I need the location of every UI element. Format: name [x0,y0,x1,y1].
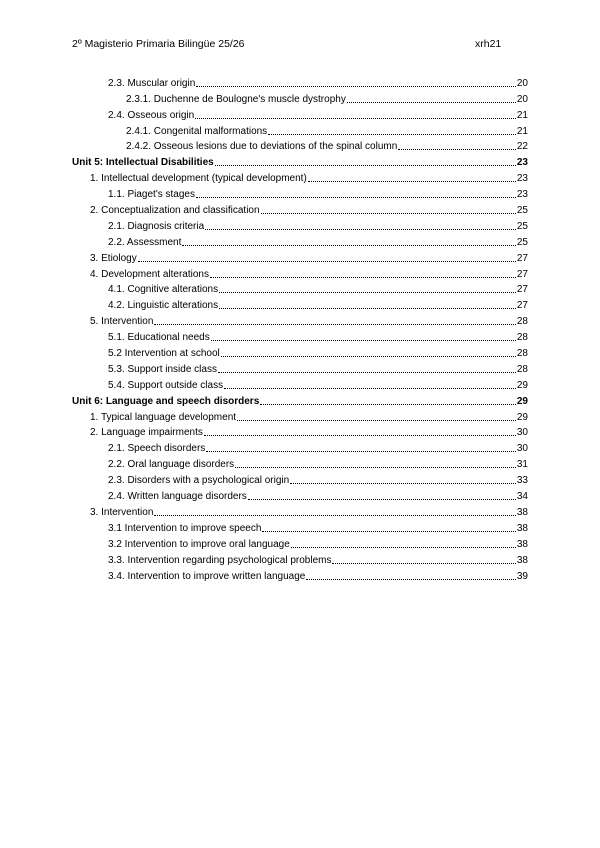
toc-entry-title: 5. Intervention [90,316,154,328]
toc-page-number: 29 [516,395,528,407]
toc-entry[interactable] [72,360,528,376]
toc-entry-title: 2.4. Osseous origin [108,109,195,121]
toc-dot-leader [261,213,516,214]
toc-unit-heading[interactable] [72,392,528,408]
toc-dot-leader [306,579,516,580]
toc-page-number: 33 [516,475,528,487]
toc-entry[interactable] [72,344,528,360]
toc-entry-title: 2.3. Muscular origin [108,77,196,89]
toc-entry-title: 1.1. Piaget's stages [108,189,195,201]
toc-dot-leader [308,181,516,182]
toc-entry-title: 1. Typical language development [90,411,237,423]
toc-entry-title: 4.1. Cognitive alterations [108,284,219,296]
toc-entry-title: 3. Intervention [90,506,154,518]
toc-entry-title: 5.2 Intervention at school [108,348,220,360]
toc-entry[interactable] [72,376,528,392]
toc-dot-leader [196,86,516,87]
toc-dot-leader [182,245,516,246]
toc-dot-leader [154,324,516,325]
toc-entry[interactable] [72,185,528,201]
toc-entry[interactable] [72,439,528,455]
toc-page-number: 38 [516,554,528,566]
toc-dot-leader [221,356,516,357]
toc-page-number: 29 [516,379,528,391]
toc-page-number: 21 [516,109,528,121]
toc-entry[interactable] [72,201,528,217]
toc-dot-leader [248,499,516,500]
toc-page-number: 39 [516,570,528,582]
toc-entry-title: 1. Intellectual development (typical development) [90,173,307,185]
toc-page-number: 28 [516,348,528,360]
toc-page-number: 27 [516,300,528,312]
toc-entry[interactable] [72,217,528,233]
toc-unit-heading[interactable] [72,153,528,169]
table-of-contents [72,74,528,583]
toc-entry[interactable] [72,233,528,249]
toc-page-number: 38 [516,506,528,518]
toc-entry[interactable] [72,106,528,122]
toc-entry-title: 2. Language impairments [90,427,203,439]
header-author-id: xrh21 [475,38,502,50]
toc-entry[interactable] [72,408,528,424]
toc-page-number: 25 [516,205,528,217]
toc-entry-title: Unit 5: Intellectual Disabilities [72,157,214,169]
toc-page-number: 23 [516,189,528,201]
toc-entry[interactable] [72,551,528,567]
toc-dot-leader [215,165,516,166]
toc-entry[interactable] [72,169,528,185]
toc-entry-title: 3.2 Intervention to improve oral language [108,538,290,550]
toc-entry-title: 2. Conceptualization and classification [90,205,260,217]
toc-page-number: 23 [516,173,528,185]
toc-dot-leader [291,547,516,548]
toc-entry-title: 3. Etiology [90,252,137,264]
toc-page-number: 34 [516,491,528,503]
toc-entry-title: 5.3. Support inside class [108,363,217,375]
toc-dot-leader [195,118,516,119]
toc-entry[interactable] [72,487,528,503]
toc-entry[interactable] [72,471,528,487]
toc-entry[interactable] [72,519,528,535]
toc-entry-title: 2.2. Oral language disorders [108,459,235,471]
toc-entry-title: 2.2. Assessment [108,236,182,248]
toc-entry[interactable] [72,424,528,440]
toc-entry[interactable] [72,535,528,551]
toc-entry[interactable] [72,138,528,154]
toc-entry-title: 4. Development alterations [90,268,209,280]
toc-page-number: 27 [516,268,528,280]
toc-dot-leader [332,563,515,564]
toc-entry-title: 2.1. Diagnosis criteria [108,220,205,232]
toc-dot-leader [196,197,516,198]
toc-dot-leader [268,134,516,135]
toc-dot-leader [219,292,516,293]
toc-page-number: 23 [516,157,528,169]
toc-page-number: 25 [516,236,528,248]
toc-entry-title: 3.4. Intervention to improve written language [108,570,306,582]
toc-dot-leader [262,531,515,532]
toc-entry-title: 2.1. Speech disorders [108,443,206,455]
toc-entry-title: 2.4. Written language disorders [108,491,247,503]
toc-page-number: 20 [516,93,528,105]
toc-dot-leader [154,515,516,516]
toc-dot-leader [204,435,516,436]
toc-dot-leader [210,277,516,278]
toc-entry-title: 3.1 Intervention to improve speech [108,522,262,534]
toc-dot-leader [205,229,516,230]
toc-page-number: 28 [516,363,528,375]
toc-entry[interactable] [72,312,528,328]
toc-dot-leader [260,404,516,405]
toc-page-number: 28 [516,316,528,328]
toc-dot-leader [235,467,516,468]
toc-dot-leader [290,483,516,484]
toc-page-number: 30 [516,427,528,439]
toc-dot-leader [224,388,516,389]
toc-entry[interactable] [72,90,528,106]
header-course-title: 2º Magisterio Primaria Bilingüe 25/26 [72,38,245,50]
toc-entry-title: 2.3.1. Duchenne de Boulogne's muscle dystrophy [126,93,346,105]
toc-entry-title: 2.4.2. Osseous lesions due to deviations of the spinal column [126,141,398,153]
toc-entry-title: 5.1. Educational needs [108,332,210,344]
toc-page-number: 20 [516,77,528,89]
toc-page-number: 28 [516,332,528,344]
toc-entry[interactable] [72,567,528,583]
toc-entry[interactable] [72,328,528,344]
toc-dot-leader [138,261,516,262]
toc-page-number: 21 [516,125,528,137]
toc-entry[interactable] [72,249,528,265]
toc-entry-title: 2.3. Disorders with a psychological origin [108,475,290,487]
toc-page-number: 22 [516,141,528,153]
toc-entry-title: 4.2. Linguistic alterations [108,300,219,312]
toc-dot-leader [218,372,516,373]
toc-entry-title: 3.3. Intervention regarding psychological problems [108,554,332,566]
toc-entry[interactable] [72,281,528,297]
toc-dot-leader [211,340,516,341]
toc-entry[interactable] [72,122,528,138]
toc-dot-leader [398,149,516,150]
toc-page-number: 27 [516,284,528,296]
toc-entry[interactable] [72,503,528,519]
toc-page-number: 30 [516,443,528,455]
toc-page-number: 38 [516,522,528,534]
toc-entry[interactable] [72,455,528,471]
toc-dot-leader [219,308,516,309]
toc-entry[interactable] [72,296,528,312]
toc-entry-title: 5.4. Support outside class [108,379,224,391]
toc-page-number: 38 [516,538,528,550]
toc-entry-title: Unit 6: Language and speech disorders [72,395,260,407]
toc-dot-leader [206,451,516,452]
toc-page-number: 31 [516,459,528,471]
toc-entry[interactable] [72,74,528,90]
toc-entry-title: 2.4.1. Congenital malformations [126,125,268,137]
toc-entry[interactable] [72,265,528,281]
toc-dot-leader [237,420,516,421]
toc-page-number: 27 [516,252,528,264]
toc-page-number: 25 [516,220,528,232]
toc-page-number: 29 [516,411,528,423]
toc-dot-leader [347,102,516,103]
